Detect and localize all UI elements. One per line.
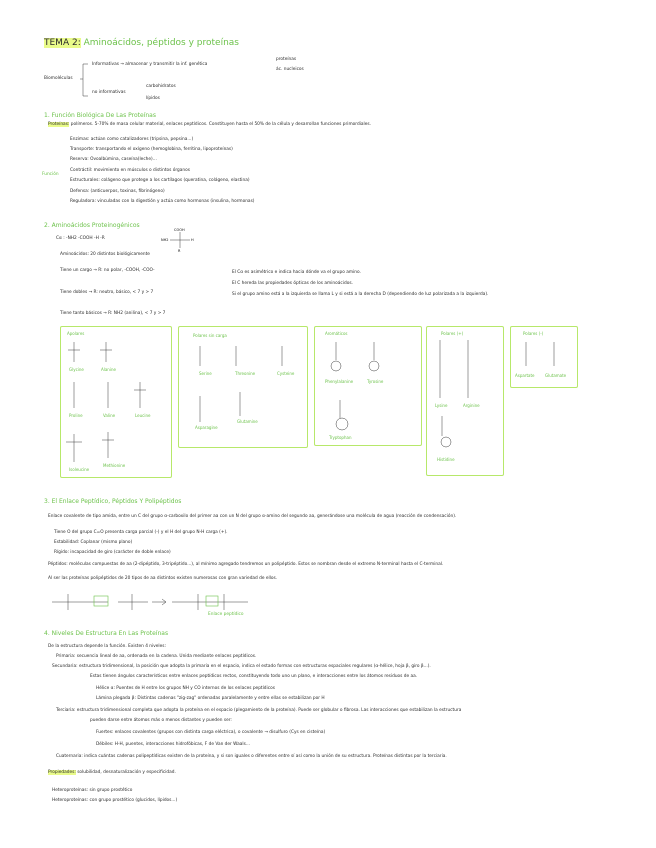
s1-side-label: Función (42, 172, 59, 177)
group-title-apolar: Apolares (67, 331, 85, 336)
aa-name: Isoleucine (69, 467, 90, 472)
aa-name: Glutamine (237, 419, 258, 424)
aa-name: Histidine (437, 457, 455, 462)
s3-bullet-1: Tiene O del grupo C=O presenta carga parcial (-) y el H del grupo N-H carga (+). (54, 530, 228, 535)
s2-item-3: Tiene dobles → R: neutro, básico, < 7 y > 7 (60, 290, 154, 295)
page-title (44, 38, 239, 49)
s2-item-2: Tiene un cargo → R: no polar, -COOH, -COO- (60, 268, 155, 273)
aa-name: Leucine (135, 413, 151, 418)
classification-end-4: lípidos (146, 96, 160, 101)
s1-item-5: Estructurales: colágeno que protege a los cartílagos (queratina, colágeno, elastina) (70, 178, 250, 183)
aa-name: Threonine (235, 371, 256, 376)
s1-item-6: Defensa: (anticuerpos, toxinas, fibrinógeno) (70, 189, 165, 194)
s2-note-3: Si el grupo amino está a la izquierda se llama L y si está a la derecha D (dependiendo de luz polarizada a la izquierda). (232, 292, 489, 297)
s2-note-2: El C hereda las propiedades ópticas de los aminoácidos. (232, 281, 353, 286)
amino-acid-structure (160, 228, 200, 258)
aa-name: Aspartate (515, 373, 535, 378)
s4-properties-text: solubilidad, desnaturalización y especificidad. (77, 770, 176, 775)
aa-name: Arginine (463, 403, 480, 408)
aa-name: Proline (69, 413, 83, 418)
s2-heading: 2. Aminoácidos Proteinogénicos (44, 222, 140, 229)
s2-formula: Cα : -NH2 -COOH -H -R (56, 236, 105, 241)
s4-quaternary: Cuaternaria: indica cuántas cadenas polipeptídicas existen de la proteína, y si son iguales o diferentes entre sí así como la unión de su estructura. Proteínas distintas por la terciaria. (56, 754, 447, 759)
s3-bullet-2: Estabilidad: Coplanar (mismo plano) (54, 540, 133, 545)
group-title-aromatic: Aromáticos (325, 331, 348, 336)
classification-root: Biomoléculas (44, 76, 73, 81)
aa-name: Cysteine (277, 371, 295, 376)
s1-item-4: Contráctil: movimiento en músculos o distintos órganos (70, 168, 191, 173)
aa-name: Methionine (103, 463, 126, 468)
s3-p3: Al ser las proteínas polipéptidos de 20 tipos de aa distintos existen numerosas con gran variedad de ellos. (48, 576, 278, 581)
aa-name: Phenylalanine (325, 379, 354, 384)
s2-note-1: El Cα es asimétrico e indica hacia dónde va el grupo amino. (232, 270, 361, 275)
s1-item-3: Reserva: Ovoalbúmina, caseína(leche)... (70, 157, 157, 162)
classification-end-2: ác. nucleicos (276, 67, 304, 72)
s1-heading: 1. Función Biológica De Las Proteínas (44, 112, 156, 119)
s4-primary: Primaria: secuencia lineal de aa, ordenada en la cadena. Unida mediante enlaces peptídicos. (56, 654, 257, 659)
s4-helix: Hélice α: Puentes de H entre los grupos NH y CO internos de los enlaces peptídicos (96, 686, 275, 691)
s4-secondary: Secundaria: estructura tridimensional, la posición que adopta la primaria en el espacio, indica el estado formas con estructuras espaciales regulares (α-hélice, hoja β, giro β...). (52, 664, 431, 669)
s1-intro-text: polímeros. 5-70% de masa celular material, enlaces peptídicos. Constituyen hasta el 50% de la célula y desarrollan funciones primordiales. (70, 122, 371, 127)
aa-name: Asparagine (195, 425, 218, 430)
group-title-positive: Polares (+) (441, 331, 464, 336)
aa-name: Alanine (101, 367, 116, 372)
classification-hetero: Informativas → almacenar y transmitir la inf. genética (92, 62, 208, 67)
svg-text:H: H (191, 238, 194, 242)
s4-secondary-2: Estas tienen ángulos característicos entre enlaces peptídicos rectos, constituyendo todo uno un plano, e interacciones entre los átomos residuos de aa. (90, 674, 418, 679)
s2-item-4: Tiene tanto básicos → R: NH2 (anilina), < 7 y > 7 (60, 311, 166, 316)
aa-name: Valine (103, 413, 116, 418)
classification-end-3: carbohidratos (146, 84, 176, 89)
s2-item-1: Aminoácidos: 20 distintos biológicamente (60, 252, 150, 257)
s1-item-1: Enzimas: actúan como catalizadores (tripsina, pepsina...) (70, 137, 194, 142)
s1-intro-label: Proteínas: (48, 122, 70, 127)
aa-name: Tryptophan (329, 435, 352, 440)
s4-heading: 4. Niveles De Estructura En Las Proteínas (44, 630, 169, 637)
s4-hetero-2: Heteroproteínas: con grupo prostético (glucidos, lípidos...) (52, 798, 178, 803)
svg-text:NH2: NH2 (161, 238, 169, 242)
classification-end-1: proteínas (276, 57, 297, 62)
s4-hetero: Heteroproteínas: sin grupo prostético (52, 788, 133, 793)
svg-text:COOH: COOH (174, 228, 185, 232)
s3-p2: Péptidos: moléculas compuestas de aa (2-dipéptido, 3-tripéptido...), al mínimo agregado tendremos un polipéptido. Estos se nombran desde el extremo N-terminal hasta el C-terminal. (48, 562, 444, 567)
peptide-reaction (48, 588, 298, 622)
svg-text:R: R (178, 249, 181, 253)
s4-tertiary-item-2: Débiles: H-H, puentes, interacciones hidrofóbicas, F de Van der Waals... (96, 742, 250, 747)
s4-sheet: Lámina plegada β: Distintas cadenas "zig-zag" ordenadas paralelamente y entre ellas se estabilizan por H (96, 696, 325, 701)
aa-name: Serine (199, 371, 212, 376)
s1-item-2: Transporte: transportando el oxígeno (hemoglobina, ferritina, lipoproteínas) (70, 147, 233, 152)
s3-reaction-label: Enlace peptídico (208, 612, 244, 617)
s3-p1: Enlace covalente de tipo amida, entre un C del grupo α-carboxilo del primer aa con un N del grupo α-amino del segundo aa, generándose una molécula de agua (reacción de condensación). (48, 514, 457, 519)
aa-name: Glutamate (545, 373, 567, 378)
group-title-polar: Polares sin carga (193, 333, 227, 338)
s4-properties-label: Propiedades: (48, 770, 76, 775)
s4-tertiary: Terciaria: estructura tridimensional completa que adopta la proteína en el espacio (plegamiento de la proteína). Puede ser globular o fibrosa. Las interacciones que estabilizan la estructura (56, 708, 462, 713)
s3-heading: 3. El Enlace Peptídico, Péptidos Y Polipéptidos (44, 498, 182, 505)
title-text: Aminoácidos, péptidos y proteínas (83, 38, 239, 48)
group-title-negative: Polares (-) (523, 331, 544, 336)
aa-name: Lysine (435, 403, 448, 408)
s1-intro (48, 122, 371, 128)
s3-bullet-3: Rígido: incapacidad de giro (carácter de doble enlace) (54, 550, 171, 555)
classification-no-hetero: no informativas (92, 90, 126, 95)
structure-sketches (60, 326, 580, 476)
s1-item-7: Reguladora: vinculadas con la digestión y actúa como hormonas (insulina, hormonas) (70, 199, 255, 204)
s4-tertiary-2: pueden darse entre átomos más o menos distantes y pueden ser: (90, 718, 232, 723)
title-tema: TEMA 2: (44, 38, 81, 48)
aa-name: Glycine (69, 367, 84, 372)
s4-intro: De la estructura depende la función. Existen 4 niveles: (48, 644, 166, 649)
s4-tertiary-item-1: Fuertes: enlaces covalentes (grupos con distinta carga eléctrica), o covalente → disulfuro (Cys en cisteína) (96, 730, 326, 735)
aa-name: Tyrosine (367, 379, 384, 384)
s4-properties (48, 770, 176, 776)
